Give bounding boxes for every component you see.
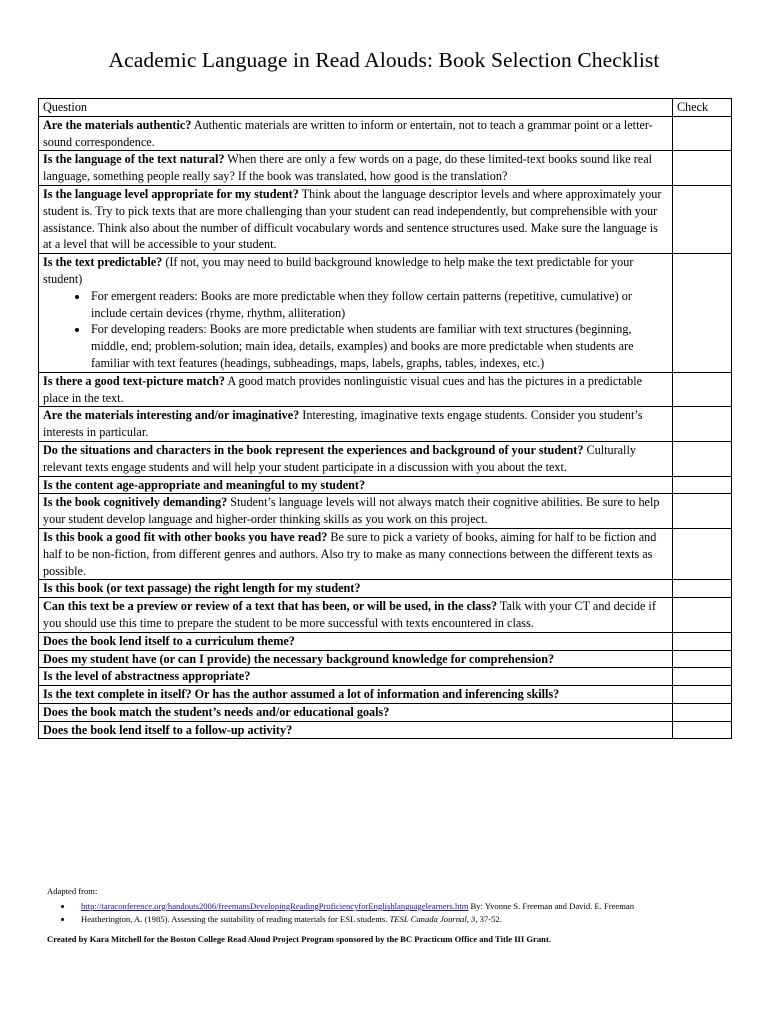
reference-text: Heatherington, A. (1985). Assessing the suitability of reading materials for ESL students. [81,914,390,924]
question-cell [39,441,673,476]
table-row [39,632,732,650]
question-cell [39,116,673,151]
check-cell[interactable] [673,703,732,721]
reference-journal: TESL Canada Journal, 3, [389,914,478,924]
check-cell[interactable] [673,151,732,186]
question-text: Does the book lend itself to a follow-up activity? [43,722,293,737]
question-text: Do the situations and characters in the book represent the experiences and background of your student? [43,442,584,457]
check-cell[interactable] [673,668,732,686]
question-text: Is this book a good fit with other books you have read? [43,529,328,544]
check-cell[interactable] [673,494,732,529]
question-text: Is the text predictable? [43,255,163,270]
check-cell[interactable] [673,580,732,598]
table-header-row [39,99,732,117]
question-cell [39,151,673,186]
check-cell[interactable] [673,116,732,151]
bullet-item: • For emergent readers: Books are more predictable when they follow certain patterns (repetitive, cumulative) or include certain devices (rhyme, rhythm, alliteration) [89,288,668,322]
table-row [39,185,732,253]
question-text: Is there a good text-picture match? [43,373,225,388]
question-cell [39,185,673,253]
check-cell[interactable] [673,407,732,442]
question-detail: Think about the language descriptor levels and where approximately your student is. Try to pick texts that are more challenging than your student can read independently, but comprehensible with your assistance. Think also about the number of difficult vocabulary words and sentence structures used. Make sure the language is at a level that will be accessible to your student. [43,186,662,252]
check-cell[interactable] [673,528,732,579]
question-detail: Student’s language levels will not always match their cognitive abilities. Be sure to help your student develop language and higher-order thinking skills as you work on this project. [43,495,660,527]
question-text: Is the content age-appropriate and meaningful to my student? [43,477,366,492]
question-cell [39,686,673,704]
credit-line: Created by Kara Mitchell for the Boston College Read Aloud Project Program sponsored by the BC Practicum Office and Title III Grant. [47,934,551,944]
question-cell [39,703,673,721]
check-cell[interactable] [673,686,732,704]
question-text: Is the language of the text natural? [43,152,225,167]
question-text: Is this book (or text passage) the right length for my student? [43,581,361,596]
question-detail: A good match provides nonlinguistic visual cues and has the pictures in a predictable place in the text. [43,373,642,405]
table-row [39,116,732,151]
question-cell [39,598,673,633]
question-text: Are the materials authentic? [43,117,192,132]
check-cell[interactable] [673,441,732,476]
question-text: Is the book cognitively demanding? [43,495,228,510]
question-detail: (If not, you may need to build background knowledge to help make the text predictable for your student) [43,255,634,286]
question-cell [39,372,673,407]
table-row [39,668,732,686]
table-row [39,372,732,407]
table-row [39,407,732,442]
check-cell[interactable] [673,632,732,650]
bullet-list [43,288,668,372]
question-detail: Authentic materials are written to inform or entertain, not to teach a grammar point or a letter-sound correspondence. [43,117,653,149]
table-row [39,598,732,633]
check-cell[interactable] [673,185,732,253]
question-cell [39,494,673,529]
question-cell [39,254,673,373]
question-cell [39,407,673,442]
question-cell [39,476,673,494]
question-cell [39,668,673,686]
question-text: Does the book lend itself to a curriculum theme? [43,633,295,648]
header-check: Check [673,99,732,117]
table-row [39,254,732,373]
table-row [39,703,732,721]
table-row [39,494,732,529]
question-detail: Talk with your CT and decide if you should use this time to prepare the student to be more successful with texts encountered in class. [43,599,656,630]
question-detail: When there are only a few words on a page, do these limited-text books sound like real language, something people really say? If the book was translated, how good is the translation? [43,152,653,184]
question-cell [39,580,673,598]
header-question: Question [39,99,673,117]
table-row [39,721,732,739]
question-text: Are the materials interesting and/or imaginative? [43,408,300,423]
question-text: Does the book match the student’s needs and/or educational goals? [43,704,390,719]
check-cell[interactable] [673,650,732,668]
check-cell[interactable] [673,254,732,373]
table-row [39,151,732,186]
table-row [39,686,732,704]
check-cell[interactable] [673,721,732,739]
question-cell [39,650,673,668]
reference-item [73,900,737,912]
footer [47,885,737,945]
question-text: Is the text complete in itself? Or has the author assumed a lot of information and inferencing skills? [43,687,560,702]
table-row [39,650,732,668]
question-detail: Culturally relevant texts engage students and will help your student participate in a discussion with you about the text. [43,442,636,474]
bullet-item: • For developing readers: Books are more predictable when students are familiar with text structures (beginning, middle, end; problem-solution; main idea, details, examples) and books are more predictable when students are familiar with text features (headings, subheadings, maps, labels, graphs, tables, indexes, etc.) [89,321,668,371]
question-cell [39,721,673,739]
reference-link[interactable]: http://taraconference.org/handouts2006/freemansDevelopingReadingProficiencyforEnglishlanguagelearners.htm [81,901,469,911]
reference-pages: 37-52. [477,914,502,924]
checklist-table [38,98,732,739]
page-title: Academic Language in Read Alouds: Book Selection Checklist [108,48,660,72]
check-cell[interactable] [673,476,732,494]
question-text: Can this text be a preview or review of a text that has been, or will be used, in the class? [43,599,498,614]
adapted-from-label: Adapted from: [47,886,98,896]
table-row [39,580,732,598]
checklist-rows [39,116,732,739]
reference-item [73,913,737,925]
question-text: Is the language level appropriate for my student? [43,186,299,201]
check-cell[interactable] [673,598,732,633]
question-text: Does my student have (or can I provide) the necessary background knowledge for comprehension? [43,651,555,666]
table-row [39,441,732,476]
reference-authors: By: Yvonne S. Freeman and David. E. Freeman [468,901,635,911]
question-detail: Interesting, imaginative texts engage students. Consider you student’s interests in particular. [43,408,643,440]
question-cell [39,632,673,650]
question-detail: Be sure to pick a variety of books, aiming for half to be fiction and half to be non-fiction, from different genres and authors. Also try to make as many connections between the different texts as possible. [43,529,657,578]
question-text: Is the level of abstractness appropriate? [43,669,251,684]
check-cell[interactable] [673,372,732,407]
table-row [39,476,732,494]
reference-list [47,900,737,925]
table-row [39,528,732,579]
question-cell [39,528,673,579]
